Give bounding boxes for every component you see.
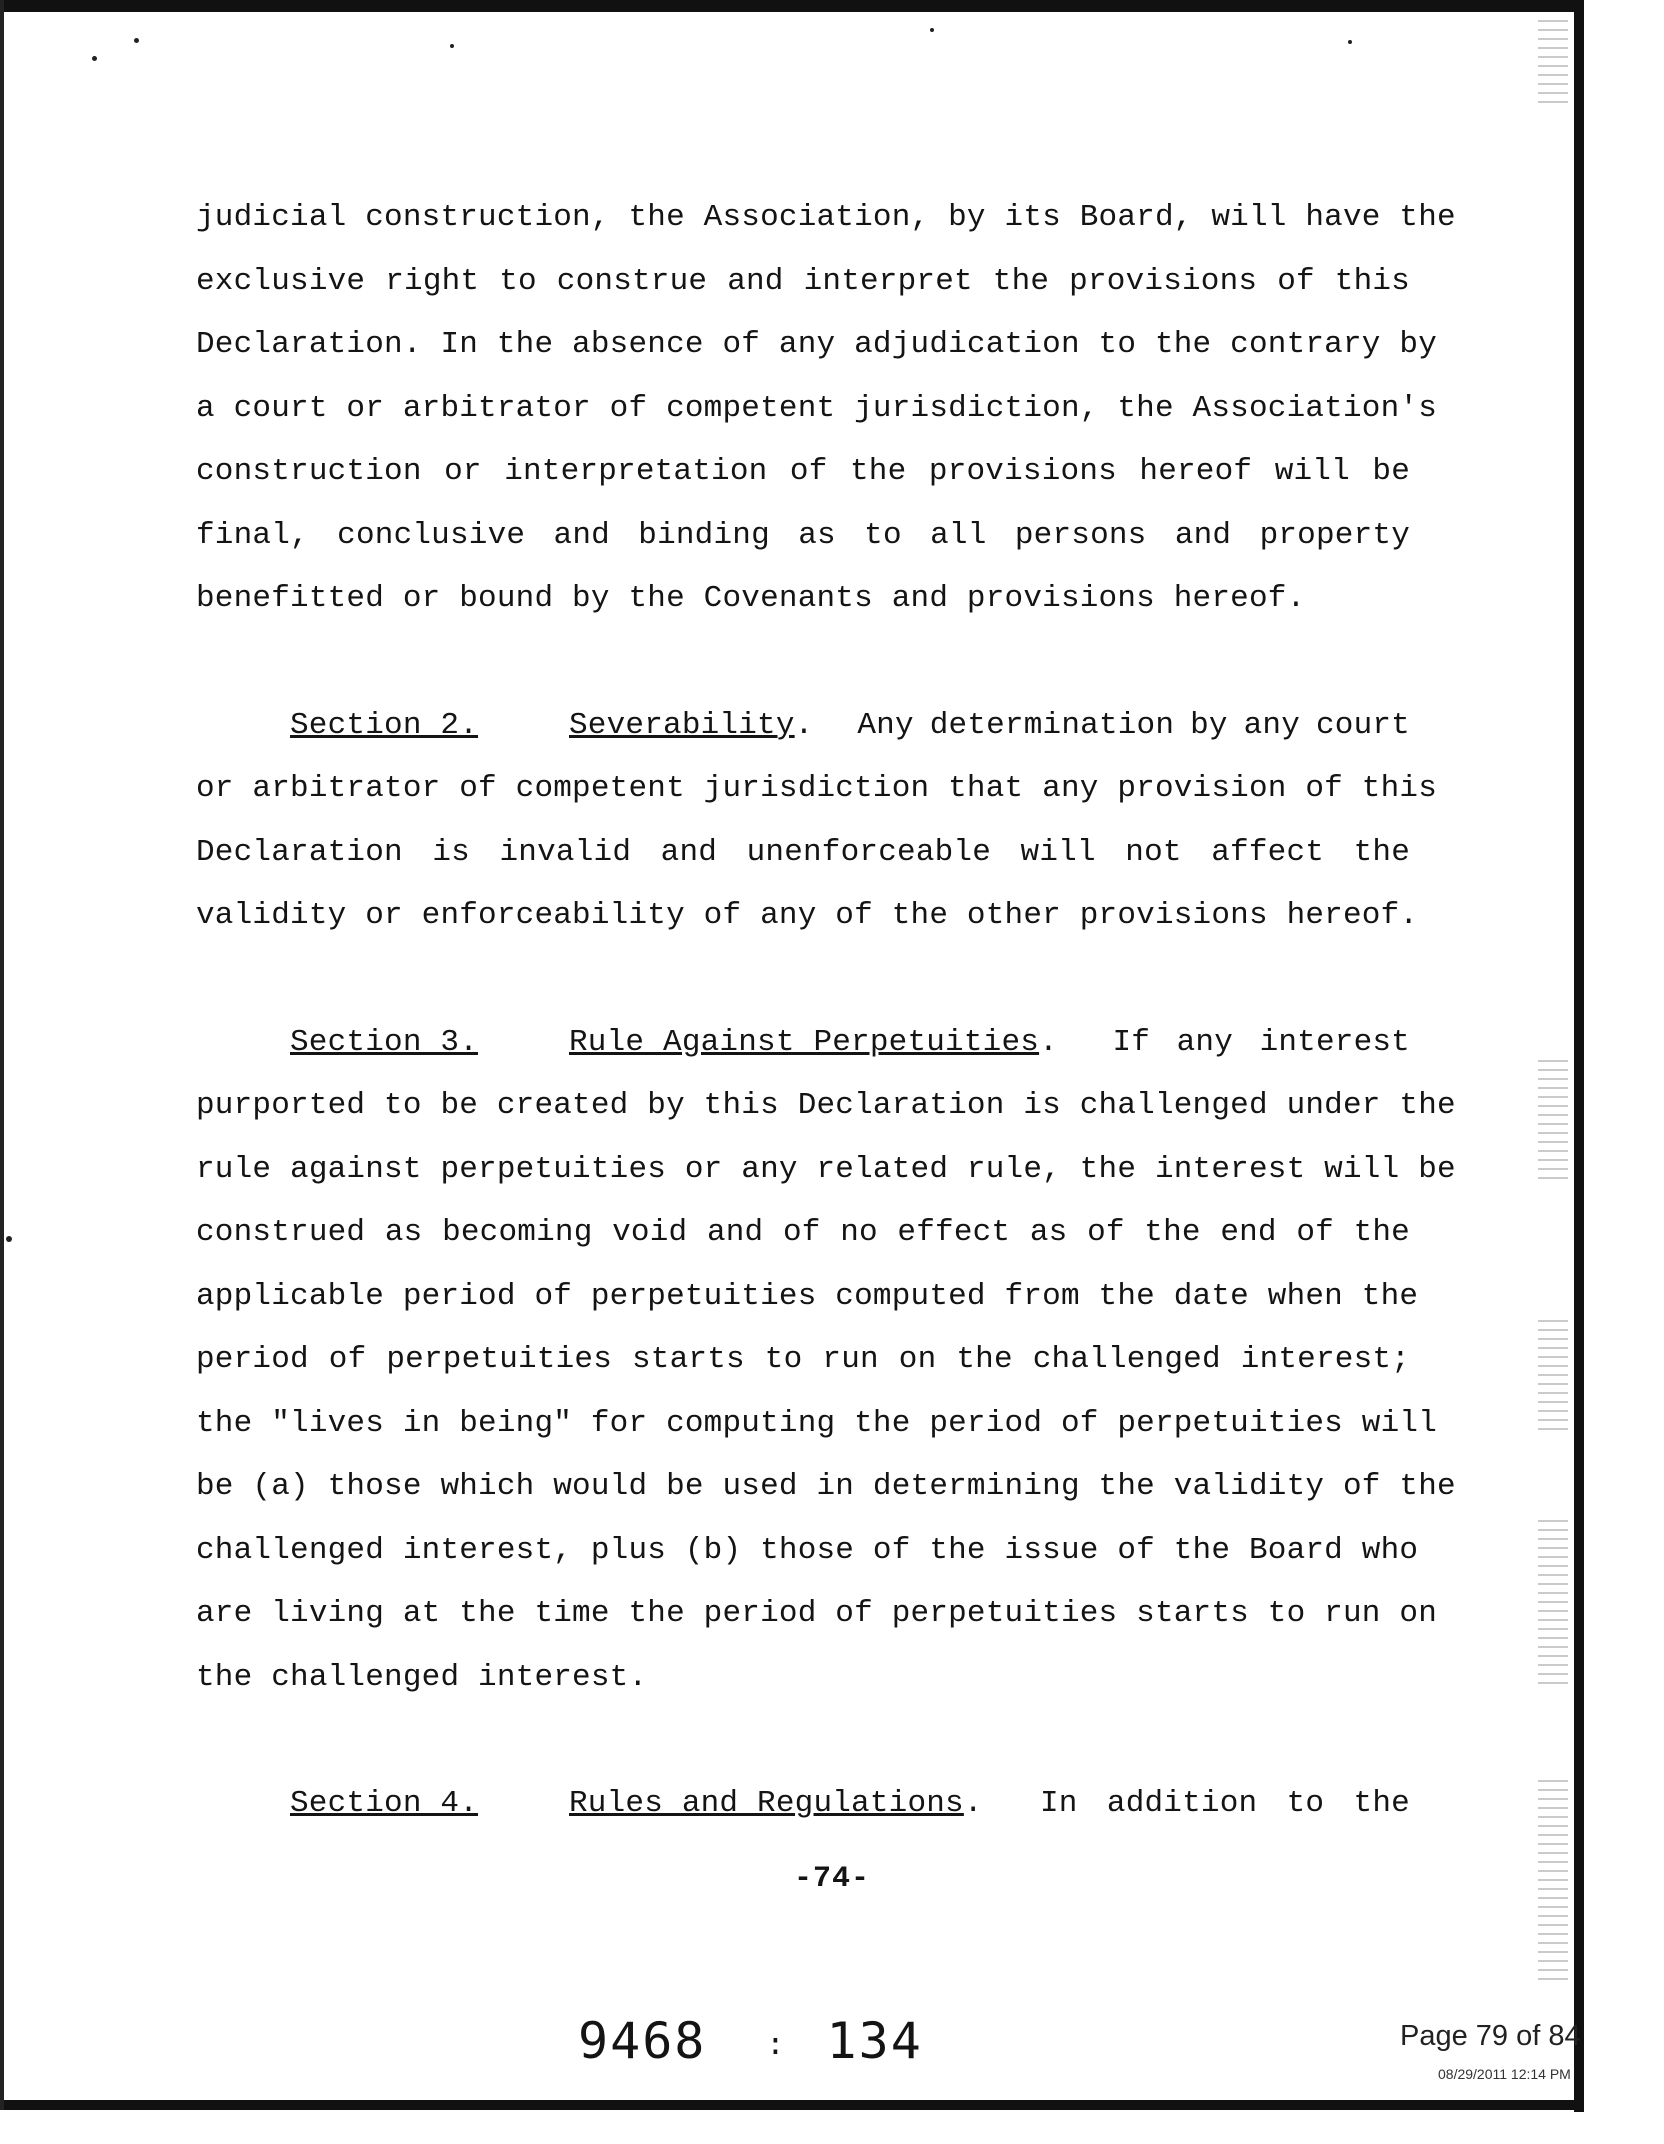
section-first-line-text: . In addition to the: [963, 1786, 1410, 1821]
section-rules-and-regulations: [196, 1772, 1410, 1836]
section-severability: [196, 694, 1437, 948]
scan-edge-top: [0, 0, 1580, 12]
section-rule-against-perpetuities: [196, 1011, 1456, 1710]
book-page-number: 134: [826, 2012, 923, 2070]
scan-noise: [1538, 1520, 1568, 1690]
book-separator: :: [766, 2027, 787, 2062]
text-line: be (a) those which would be used in determining the validity of the: [196, 1469, 1456, 1504]
page-count-stamp: Page 79 of 84: [1400, 2020, 1581, 2052]
scan-speck: [1348, 40, 1352, 44]
text-line: are living at the time the period of perpetuities starts to run on: [196, 1596, 1437, 1631]
text-line: purported to be created by this Declaration is challenged under the: [196, 1088, 1456, 1123]
scan-speck: [6, 1236, 12, 1242]
timestamp-stamp: 08/29/2011 12:14 PM: [1438, 2066, 1571, 2082]
text-line: exclusive right to construe and interpret the provisions of this: [196, 263, 1410, 299]
section-first-line-text: . If any interest: [1039, 1024, 1410, 1060]
text-line: rule against perpetuities or any related rule, the interest will be: [196, 1151, 1456, 1187]
scan-noise: [1538, 1060, 1568, 1180]
section-heading-line: [196, 1772, 1410, 1836]
section-heading-line: [196, 694, 1410, 758]
text-line: construed as becoming void and of no effect as of the end of the: [196, 1215, 1410, 1250]
scan-edge-bottom: [0, 2100, 1584, 2110]
text-line: the challenged interest.: [196, 1659, 648, 1695]
section-number: Section 2.: [290, 707, 479, 743]
text-line: applicable period of perpetuities computed from the date when the: [196, 1278, 1419, 1314]
text-line: final, conclusive and binding as to all persons and property: [196, 517, 1410, 553]
scan-speck: [92, 56, 97, 61]
book-number: 9468: [578, 2012, 707, 2070]
paragraph-judicial-construction: [196, 186, 1456, 631]
section-number: Section 4.: [290, 1786, 479, 1821]
section-title: Rule Against Perpetuities: [569, 1024, 1040, 1060]
text-line: the "lives in being" for computing the period of perpetuities will: [196, 1405, 1437, 1441]
text-line: challenged interest, plus (b) those of the issue of the Board who: [196, 1532, 1419, 1568]
book-page-reference: [578, 2012, 923, 2070]
text-line: benefitted or bound by the Covenants and provisions hereof.: [196, 581, 1306, 616]
page-number: -74-: [793, 1862, 870, 1896]
text-line: Declaration is invalid and unenforceable will not affect the: [196, 834, 1410, 870]
scan-speck: [930, 28, 934, 32]
section-number: Section 3.: [290, 1024, 479, 1060]
scan-noise: [1538, 20, 1568, 110]
text-line: validity or enforceability of any of the other provisions hereof.: [196, 898, 1419, 933]
text-line: Declaration. In the absence of any adjudication to the contrary by: [196, 327, 1437, 362]
text-line: or arbitrator of competent jurisdiction that any provision of this: [196, 771, 1437, 806]
scan-speck: [134, 38, 139, 43]
section-title: Severability: [569, 707, 795, 743]
section-first-line-text: . Any determination by any court: [794, 707, 1410, 743]
scan-speck: [450, 44, 454, 48]
scan-edge-left: [0, 0, 4, 2110]
text-line: a court or arbitrator of competent jurisdiction, the Association's: [196, 390, 1437, 426]
document-body: [196, 186, 1456, 1836]
text-line: judicial construction, the Association, by its Board, will have the: [196, 200, 1456, 235]
section-heading-line: [196, 1011, 1410, 1075]
text-line: construction or interpretation of the provisions hereof will be: [196, 454, 1410, 489]
text-line: period of perpetuities starts to run on the challenged interest;: [196, 1342, 1410, 1377]
scan-noise: [1538, 1320, 1568, 1430]
section-title: Rules and Regulations: [569, 1786, 964, 1821]
scan-edge-right: [1574, 0, 1584, 2112]
